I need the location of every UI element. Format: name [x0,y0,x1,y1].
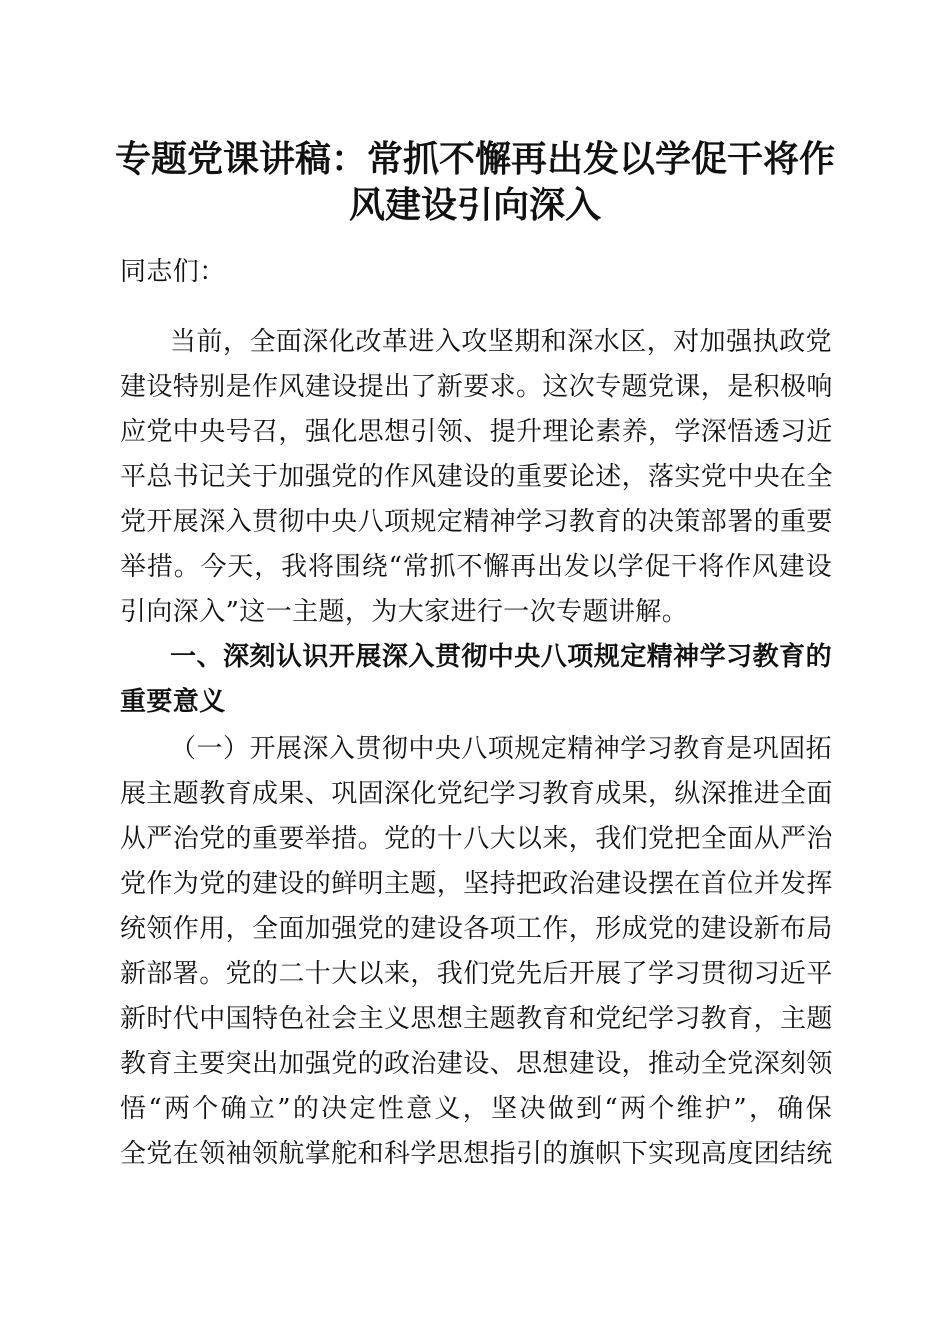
section-heading-line: 一、深刻认识开展深入贯彻中央八项规定精神学习教育的 [170,642,832,672]
paragraph-line: 悟“两个确立”的决定性意义，坚决做到“两个维护”，确保 [120,1094,832,1124]
greeting: 同志们： [120,257,226,287]
paragraph-line: 党开展深入贯彻中央八项规定精神学习教育的决策部署的重要 [120,507,833,537]
paragraph-line: 展主题教育成果、巩固深化党纪学习教育成果，纵深推进全面 [120,779,833,809]
document-title-line-2: 风建设引向深入 [348,184,601,226]
paragraph-line: 新部署。党的二十大以来，我们党先后开展了学习贯彻习近平 [120,959,833,989]
paragraph-line: 全党在领袖领航掌舵和科学思想指引的旗帜下实现高度团结统 [120,1139,833,1169]
paragraph-line: 当前，全面深化改革进入攻坚期和深水区，对加强执政党 [170,327,832,357]
paragraph-line: 应党中央号召，强化思想引领、提升理论素养，学深悟透习近 [120,417,833,447]
paragraph-line: 党作为党的建设的鲜明主题，坚持把政治建设摆在首位并发挥 [120,869,833,899]
paragraph-line: 教育主要突出加强党的政治建设、思想建设，推动全党深刻领 [120,1049,833,1079]
paragraph-line: 从严治党的重要举措。党的十八大以来，我们党把全面从严治 [120,824,833,854]
document-title-line-1: 专题党课讲稿：常抓不懈再出发以学促干将作 [114,138,835,180]
paragraph-line: 新时代中国特色社会主义思想主题教育和党纪学习教育，主题 [120,1004,833,1034]
paragraph-line: 举措。今天，我将围绕“常抓不懈再出发以学促干将作风建设 [120,552,832,582]
paragraph-line: （一）开展深入贯彻中央八项规定精神学习教育是巩固拓 [170,734,832,764]
paragraph-line: 平总书记关于加强党的作风建设的重要论述，落实党中央在全 [120,462,833,492]
section-heading-line: 重要意义 [120,687,226,717]
paragraph-line: 统领作用，全面加强党的建设各项工作，形成党的建设新布局 [120,914,833,944]
paragraph-line: 建设特别是作风建设提出了新要求。这次专题党课，是积极响 [120,372,833,402]
paragraph-line: 引向深入”这一主题，为大家进行一次专题讲解。 [120,597,689,627]
